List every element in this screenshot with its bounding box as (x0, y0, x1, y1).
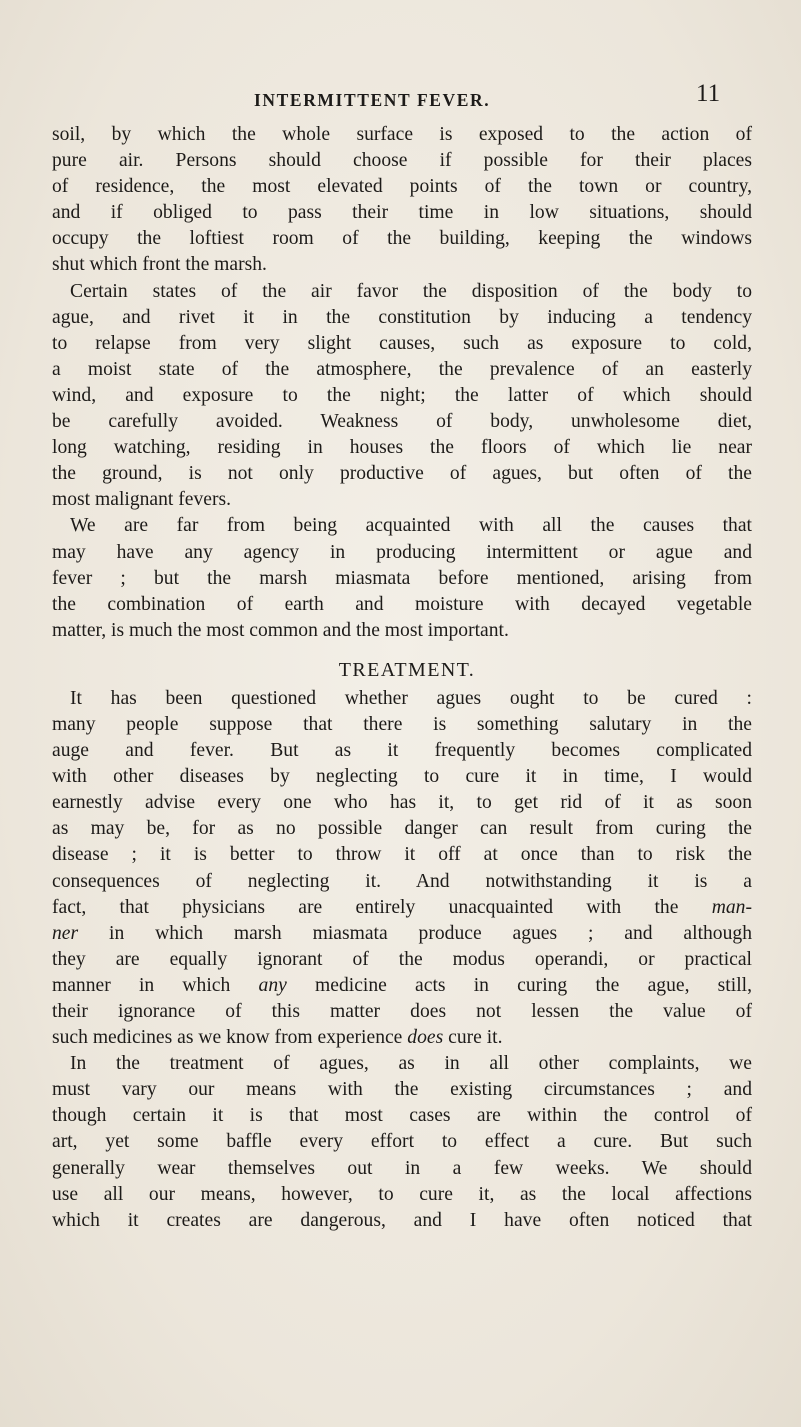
text-line: though certain it is that most cases are within the control of (52, 1105, 752, 1127)
text-line: pure air. Persons should choose if possible for their places (52, 150, 752, 172)
emphasis-manner-part2: ner (52, 922, 79, 944)
emphasis-any: any (258, 974, 287, 996)
text-line (52, 973, 752, 999)
text-line: shut which front the marsh. (52, 254, 267, 276)
text-fragment: manner in which (52, 974, 231, 996)
text-line: may have any agency in producing intermittent or ague and (52, 541, 752, 563)
text-fragment: cure it. (448, 1027, 503, 1049)
text-line: consequences of neglecting it. And notwithstanding it is a (52, 870, 752, 892)
text-line: the ground, is not only productive of agues, but often of the (52, 463, 752, 485)
body-text (52, 122, 752, 1234)
text-line: long watching, residing in houses the floors of which lie near (52, 437, 752, 459)
emphasis-does: does (407, 1027, 444, 1049)
text-line: generally wear themselves out in a few weeks. We should (52, 1157, 752, 1179)
text-line: earnestly advise every one who has it, to get rid of it as soon (52, 792, 752, 814)
text-line: be carefully avoided. Weakness of body, unwholesome diet, (52, 411, 752, 433)
text-line: of residence, the most elevated points of the town or country, (52, 176, 752, 198)
text-line: auge and fever. But as it frequently becomes complicated (52, 740, 752, 762)
text-line: must vary our means with the existing circumstances ; and (52, 1079, 752, 1101)
text-line (52, 1025, 752, 1051)
text-fragment: such medicines as we know from experience (52, 1027, 403, 1049)
text-line (52, 895, 752, 921)
paragraph-treatment-question (52, 686, 752, 1051)
text-line: soil, by which the whole surface is exposed to the action of (52, 124, 752, 145)
running-title: INTERMITTENT FEVER. (254, 90, 491, 110)
text-line: many people suppose that there is something salutary in the (52, 713, 752, 735)
text-line: We are far from being acquainted with all the causes that (70, 515, 752, 537)
text-line: disease ; it is better to throw it off at once than to risk the (52, 844, 752, 866)
text-line: a moist state of the atmosphere, the prevalence of an easterly (52, 358, 752, 380)
text-line: It has been questioned whether agues ought to be cured : (70, 687, 752, 709)
text-line: with other diseases by neglecting to cure it in time, I would (52, 766, 752, 788)
text-line: the combination of earth and moisture with decayed vegetable (52, 593, 752, 615)
text-line (52, 921, 752, 947)
text-line: to relapse from very slight causes, such as exposure to cold, (52, 332, 752, 354)
section-heading-treatment: TREATMENT. (338, 658, 476, 681)
text-line: In the treatment of agues, as in all other complaints, we (70, 1053, 752, 1075)
text-line: fever ; but the marsh miasmata before mentioned, arising from (52, 567, 752, 589)
paragraph-causes (52, 513, 752, 643)
paragraph-treatment-means (52, 1051, 752, 1234)
text-line: wind, and exposure to the night; the latter of which should (52, 384, 752, 406)
text-fragment: in which marsh miasmata produce agues ; and although (109, 922, 752, 944)
paragraph-air-exposure (52, 122, 752, 279)
page-number: 11 (696, 80, 721, 107)
text-line: and if obliged to pass their time in low situations, should (52, 202, 752, 224)
text-line: which it creates are dangerous, and I have often noticed that (52, 1209, 752, 1231)
text-line: Certain states of the air favor the disposition of the body to (70, 280, 752, 302)
text-line: they are equally ignorant of the modus operandi, or practical (52, 948, 752, 970)
emphasis-manner-part1: man- (711, 896, 752, 918)
text-line: occupy the loftiest room of the building, keeping the windows (52, 228, 752, 250)
text-fragment: medicine acts in curing the ague, still, (315, 974, 752, 996)
text-line: as may be, for as no possible danger can result from curing the (52, 818, 752, 840)
text-line: their ignorance of this matter does not lessen the value of (52, 1001, 752, 1022)
text-fragment: fact, that physicians are entirely unacquainted with the (52, 896, 679, 918)
text-line: most malignant fevers. (52, 489, 232, 511)
paragraph-air-states (52, 279, 752, 514)
text-line: art, yet some baffle every effort to effect a cure. But such (52, 1131, 752, 1153)
text-line: use all our means, however, to cure it, as the local affections (52, 1183, 752, 1205)
text-line: ague, and rivet it in the constitution by inducing a tendency (52, 306, 752, 328)
running-header (254, 80, 774, 116)
text-line: matter, is much the most common and the most important. (52, 619, 509, 641)
